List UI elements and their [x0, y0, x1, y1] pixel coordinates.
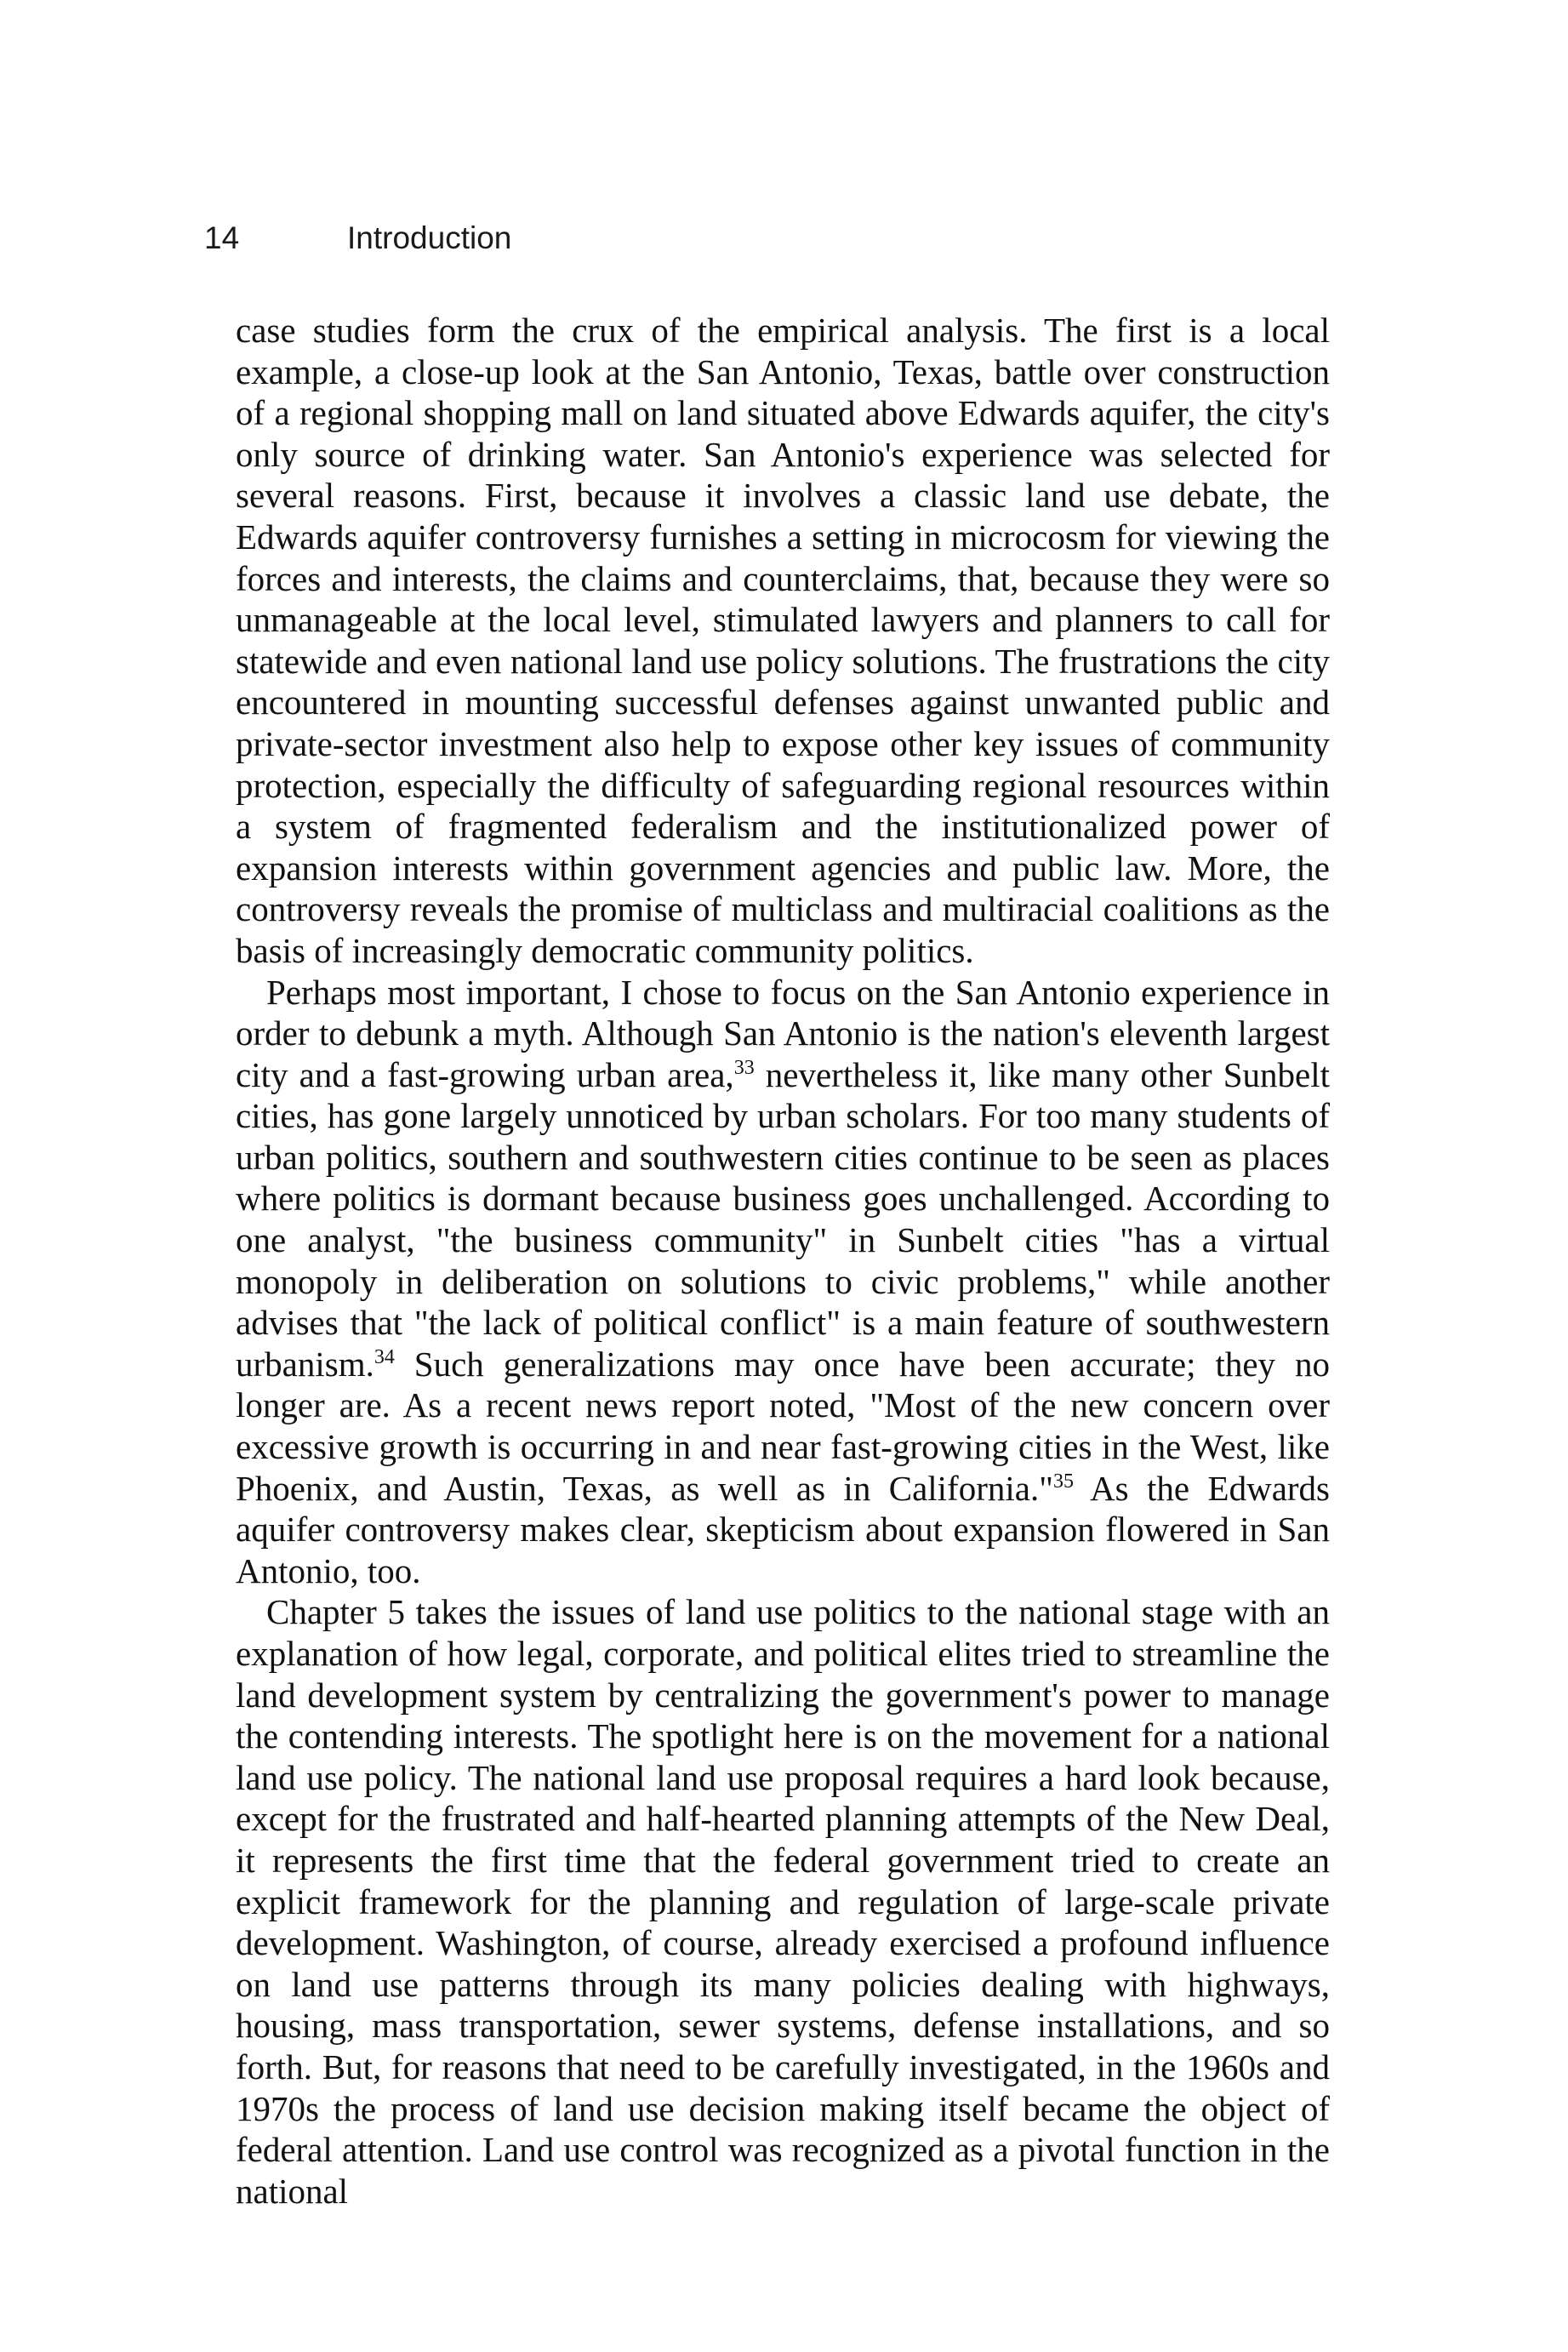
- running-head: [204, 213, 1378, 264]
- footnote-marker: 35: [1052, 1470, 1074, 1493]
- footnote-marker: 33: [733, 1056, 755, 1079]
- page-number: 14: [204, 220, 240, 255]
- body-text: [236, 310, 1330, 2212]
- paragraph-text: As the Edwards aquifer controversy makes clear, skepticism about expansion flowered in San Antonio, too.: [236, 1468, 1330, 1590]
- paragraph-text: Such generalizations may once have been accurate; they no longer are. As a recent news report noted, "Most of the new concern over excessive growth is occurring in and near fast-growing cities in the West, like Phoenix, and Austin, Texas, as well as in California.": [236, 1344, 1330, 1508]
- paragraph: [236, 1591, 1330, 2212]
- footnote-marker: 34: [373, 1345, 395, 1368]
- paragraph-text: case studies form the crux of the empirical analysis. The first is a local example, a close-up look at the San Antonio, Texas, battle over construction of a regional shopping mall on land situated above Edwards aquifer, the city's only source of drinking water. San Antonio's experience was selected for several reasons. First, because it involves a classic land use debate, the Edwards aquifer controversy furnishes a setting in microcosm for viewing the forces and interests, the claims and counterclaims, that, because they were so unmanageable at the local level, stimulated lawyers and planners to call for statewide and even national land use policy solutions. The frustrations the city encountered in mounting successful defenses against unwanted public and private-sector investment also help to expose other key issues of community protection, especially the difficulty of safeguarding regional resources within a system of fragmented federalism and the institutionalized power of expansion interests within government agencies and public law. More, the controversy reveals the promise of multiclass and multiracial coalitions as the basis of increasingly democratic community politics.: [236, 311, 1330, 970]
- paragraph: [236, 972, 1330, 1592]
- paragraph: [236, 310, 1330, 972]
- paragraph-text: nevertheless it, like many other Sunbelt cities, has gone largely unnoticed by urban scholars. For too many students of urban politics, southern and southwestern cities continue to be seen as places where politics is dormant because business goes unchallenged. According to one analyst, "the business community" in Sunbelt cities "has a virtual monopoly in deliberation on solutions to civic problems," while another advises that "the lack of political conflict" is a main feature of southwestern urbanism.: [236, 1054, 1330, 1384]
- paragraph-text: Chapter 5 takes the issues of land use politics to the national stage with an explanation of how legal, corporate, and political elites tried to streamline the land development system by centralizing the government's power to manage the contending interests. The spotlight here is on the movement for a national land use policy. The national land use proposal requires a hard look because, except for the frustrated and half-hearted planning attempts of the New Deal, it represents the first time that the federal government tried to create an explicit framework for the planning and regulation of large-scale private development. Washington, of course, already exercised a profound influence on land use patterns through its many policies dealing with highways, housing, mass transportation, sewer systems, defense installations, and so forth. But, for reasons that need to be carefully investigated, in the 1960s and 1970s the process of land use decision making itself became the object of federal attention. Land use control was recognized as a pivotal function in the national: [236, 1592, 1330, 2211]
- paragraph-text: Perhaps most important, I chose to focus on the San Antonio experience in order to debunk a myth. Although San Antonio is the nation's eleventh largest city and a fast-growing urban area,: [236, 972, 1330, 1094]
- section-title: Introduction: [347, 220, 512, 255]
